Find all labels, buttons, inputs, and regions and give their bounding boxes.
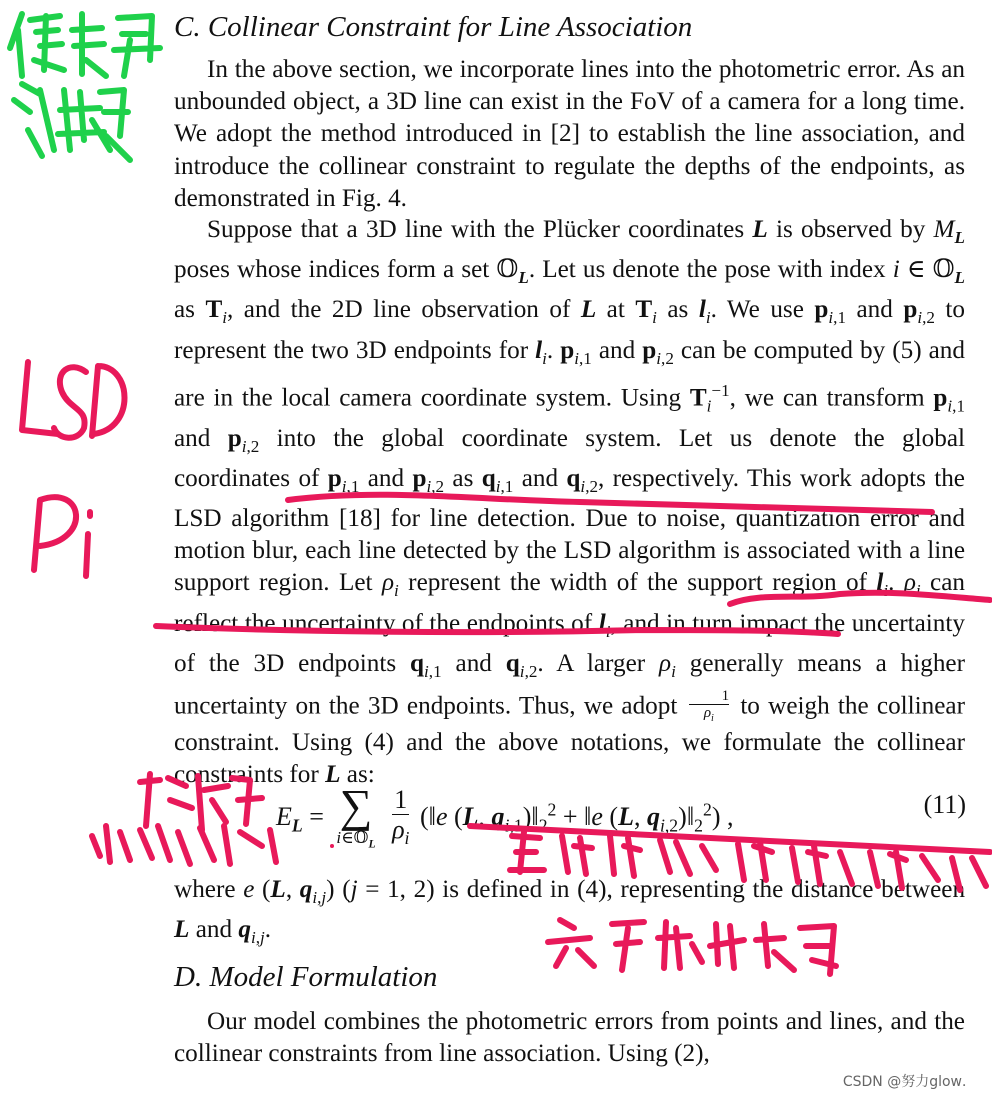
- equation-11: [276, 776, 966, 856]
- rho-letter-i: [86, 512, 90, 576]
- green-handwriting: [10, 14, 160, 160]
- csdn-watermark: CSDN @努力glow．: [842, 1074, 976, 1090]
- section-d-title: D. Model Formulation: [174, 961, 438, 993]
- rho-letter-p: [34, 497, 76, 570]
- lsd-letter-s: [54, 367, 86, 438]
- section-c-paragraph-2: Suppose that a 3D line with the Plücker coordinates L is observed by $M_L$ poses whose indices form a set 𝕆$_L$. Let us denote the pose with index i ∈ 𝕆$_L$ as $T_i$, and the 2D line observation of L at $T_i$ as $l_i$. We use $p_{i,1}$ and $p_{i,2}$ to represent the two 3D endpoints for $l_i$. $p_{i,1}$ and $p_{i,2}$ can be computed by (5) and are in the local camera coordinate system. Using $T_i^{-1}$, we can transform $p_{i,1}$ and $p_{i,2}$ into the global coordinate system. Let us denote the global coordinates of $p_{i,1}$ and $p_{i,2}$ as $q_{i,1}$ and $q_{i,2}$, respectively. This work adopts the LSD algorithm [18] for line detection. Due to noise, quantization error and motion blur, each line detected by the LSD algorithm is associated with a line support region. Let $\rho_i$ represent the width of the support region of $l_i$. $\rho_i$ can reflect the uncertainty of the endpoints of $l_i$, and in turn impact the uncertainty of the 3D endpoints $q_{i,1}$ and $q_{i,2}$. A larger $\rho_i$ generally means a higher uncertainty on the 3D endpoints. Thus, we adopt $\frac{1}{\rho_i}$ to weigh the collinear constraint. Using (4) and the above notations, we formulate the collinear constraints for L as:: [174, 216, 966, 789]
- section-c-paragraph-1: In the above section, we incorporate lines into the photometric error. As an unbounded object, a 3D line can exist in the FoV of a camera for a long time. We adopt the method introduced in [2] to establish the line association, and introduce the collinear constraint to regulate the depths of the endpoints, as demonstrated in Fig. 4.: [174, 56, 965, 212]
- section-c-title: C. Collinear Constraint for Line Association: [174, 11, 693, 43]
- equation-body: $E_L$ = ∑ i∈𝕆$_L$ $\frac{1}{\rho_i}$ (‖e (L, $q_{i,1})‖_2^2$ + ‖e (L, $q_{i,2})‖_2^2$) ,: [276, 780, 734, 851]
- lsd-letter-d: [92, 366, 125, 436]
- section-d-paragraph-1: Our model combines the photometric errors from points and lines, and the collinear constraints from line association. Using (2),: [174, 1008, 965, 1068]
- equation-number: (11): [923, 790, 966, 819]
- paragraph-3-tail: distance between: [790, 876, 966, 903]
- section-c-paragraph-3: where e (L, $q_{i,j}$) (j = 1, 2) is defined in (4), representing the distance between L and $q_{i,j}$.: [174, 876, 966, 948]
- lsd-letter-l: [22, 362, 58, 434]
